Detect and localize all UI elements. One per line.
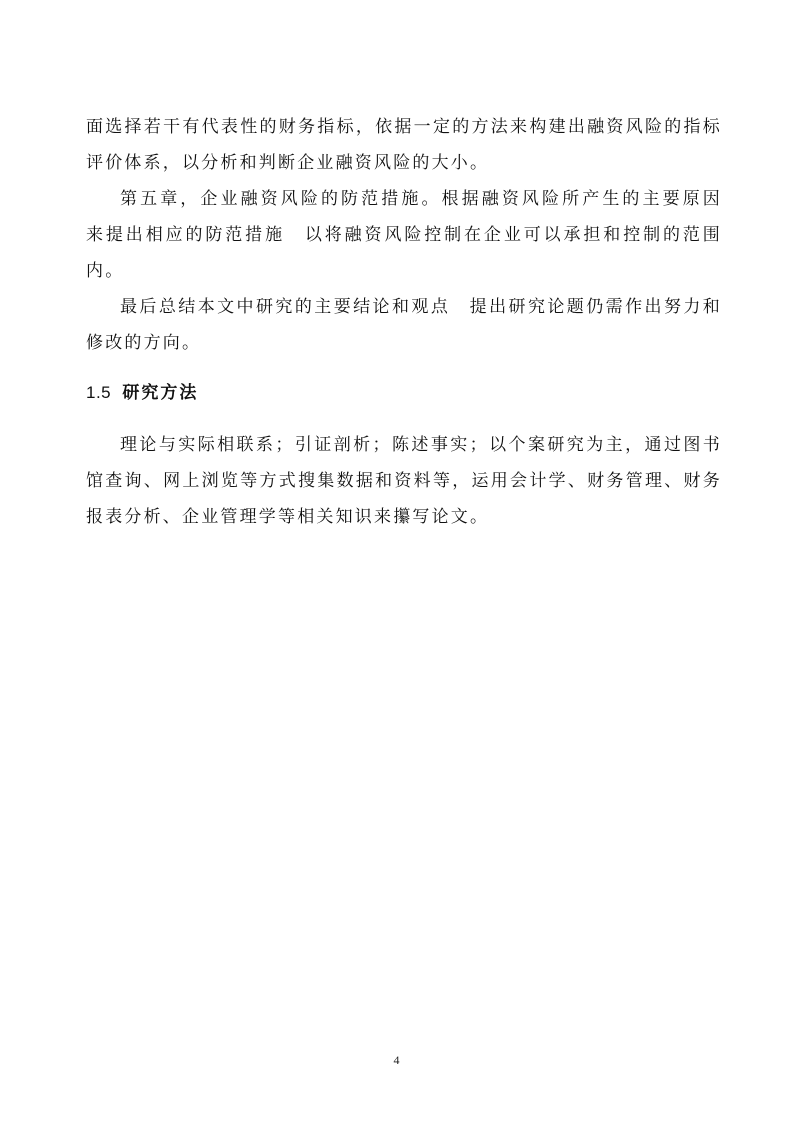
section-body xyxy=(86,427,722,535)
section-number: 1.5 xyxy=(86,383,112,402)
section-heading xyxy=(86,375,722,411)
page-number: 4 xyxy=(393,1053,400,1067)
paragraph-chapter-five: 第五章，企业融资风险的防范措施。根据融资风险所产生的主要原因 来提出相应的防范措施 以将融资风险控制在企业可以承担和控制的范围内。 xyxy=(86,189,742,281)
page-content xyxy=(86,109,742,535)
section-title: 研究方法 xyxy=(122,383,199,402)
paragraph-research-methods: 理论与实际相联系；引证剖析；陈述事实；以个案研究为主，通过图书馆查询、网上浏览等方式搜集数据和资料等，运用会计学、财务管理、财务报表分析、企业管理学等相关知识来攥写论文。 xyxy=(86,435,722,527)
paragraph-conclusion: 最后总结本文中研究的主要结论和观点 提出研究论题仍需作出努力和修改的方向。 xyxy=(86,297,722,353)
paragraph-continued: 面选择若干有代表性的财务指标，依据一定的方法来构建出融资风险的指标评价体系，以分析和判断企业融资风险的大小。 xyxy=(86,117,722,173)
